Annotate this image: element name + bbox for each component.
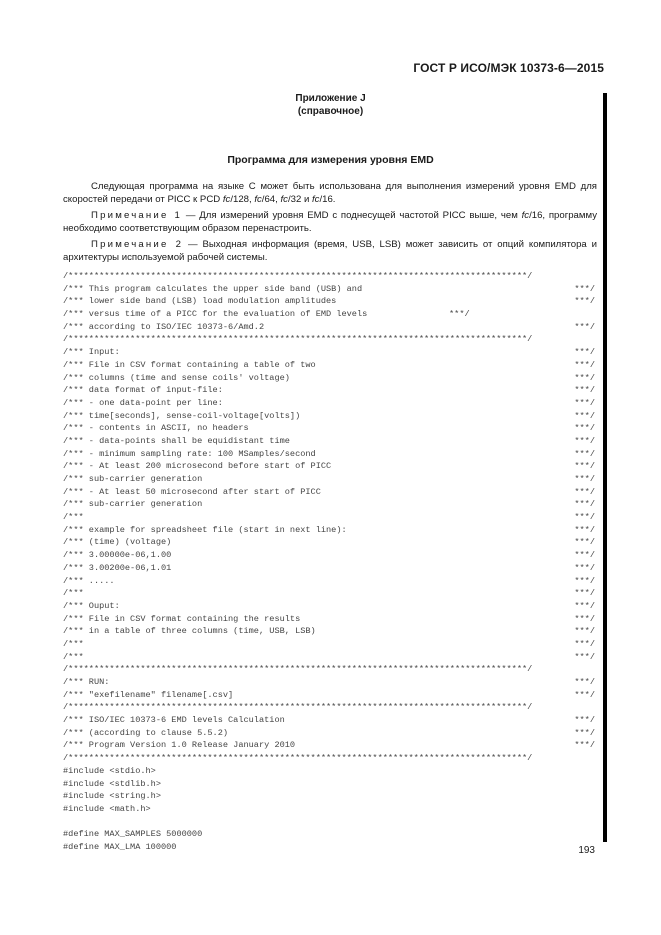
code-line: /*** - one data-point per line: ***/ (63, 397, 595, 408)
code-line: /*** Input: ***/ (63, 347, 595, 358)
code-line: /*** ISO/IEC 10373-6 EMD levels Calculation ***/ (63, 715, 595, 726)
code-line: /*** columns (time and sense coils' voltage) ***/ (63, 372, 595, 383)
standard-header: ГОСТ Р ИСО/МЭК 10373-6—2015 (413, 61, 604, 75)
code-line: /*** Ouput: ***/ (63, 600, 595, 611)
appendix-type: (справочное) (297, 106, 364, 117)
code-line: /*****************************************************************************************/ (63, 271, 533, 281)
appendix-label: Приложение J (295, 93, 366, 104)
section-title: Программа для измерения уровня EMD (227, 154, 434, 166)
code-line: #define MAX_SAMPLES 5000000 (63, 829, 203, 840)
code-line: #define MAX_LMA 100000 (63, 841, 177, 852)
code-line: #include <stdlib.h> (63, 778, 161, 789)
code-line: #include <math.h> (63, 803, 151, 814)
code-line: /*** ***/ (63, 638, 595, 649)
code-line: /*****************************************************************************************/ (63, 702, 533, 713)
code-line: /*** 3.00200e-06,1.01 ***/ (63, 562, 595, 573)
code-line: /*** This program calculates the upper side band (USB) and ***/ (63, 283, 595, 294)
code-line: /*** ***/ (63, 512, 595, 523)
code-line: /*****************************************************************************************/ (63, 753, 533, 764)
code-line: #include <string.h> (63, 791, 161, 802)
code-line: /*** - contents in ASCII, no headers ***/ (63, 423, 595, 434)
code-line: /*** File in CSV format containing a table of two ***/ (63, 359, 595, 370)
intro-paragraph: Следующая программа на языке C может быть использована для выполнения измерений уровня EMD для скоростей передачи от PICC к PCD fc/128, fc/64, fc/32 и fc/16. (63, 181, 597, 205)
code-line: /*** 3.00000e-06,1.00 ***/ (63, 550, 595, 561)
code-line: /*** data format of input-file: ***/ (63, 385, 595, 396)
code-line: /*** time[seconds], sense-coil-voltage[volts]) ***/ (63, 410, 595, 421)
code-line: /*** "exefilename" filename[.csv] ***/ (63, 689, 595, 700)
note-2: Примечание 2 — Выходная информация (время, USB, LSB) может зависить от опций компилятора и архитектуры используемой рабочей системы. (63, 239, 597, 263)
code-line: /*****************************************************************************************/ (63, 664, 533, 675)
code-line: /*** sub-carrier generation ***/ (63, 499, 595, 510)
code-line: /*** ..... ***/ (63, 575, 595, 586)
code-line: /*** according to ISO/IEC 10373-6/Amd.2 ***/ (63, 321, 595, 332)
note-1: Примечание 1 — Для измерений уровня EMD с поднесущей частотой PICC выше, чем fc/16, программу необходимо соответствующим образом перенастроить. (63, 210, 597, 234)
page-number: 193 (578, 845, 595, 856)
code-line: /*** File in CSV format containing the results ***/ (63, 613, 595, 624)
code-listing (63, 270, 603, 854)
code-line: /*** - At least 200 microsecond before start of PICC ***/ (63, 461, 595, 472)
code-line: #include <stdio.h> (63, 765, 156, 776)
code-line: /*** (according to clause 5.5.2) ***/ (63, 727, 595, 738)
code-line: /*** versus time of a PICC for the evaluation of EMD levels ***/ (63, 309, 470, 320)
code-line: /*** (time) (voltage) ***/ (63, 537, 595, 548)
code-line: /*** sub-carrier generation ***/ (63, 474, 595, 484)
code-line: /*** Program Version 1.0 Release January 2010 ***/ (63, 740, 595, 751)
code-line: /*** ***/ (63, 588, 595, 599)
blank-line (63, 816, 603, 829)
code-line: /*** lower side band (LSB) load modulation amplitudes ***/ (63, 296, 595, 307)
code-line: /*** in a table of three columns (time, USB, LSB) ***/ (63, 626, 595, 637)
code-line: /*** - At least 50 microsecond after start of PICC ***/ (63, 486, 595, 497)
change-bar (603, 93, 607, 842)
code-line: /*** RUN: ***/ (63, 677, 595, 687)
code-line: /*** example for spreadsheet file (start in next line): ***/ (63, 524, 595, 535)
code-line: /*****************************************************************************************/ (63, 334, 533, 345)
code-line: /*** - data-points shall be equidistant time ***/ (63, 435, 595, 446)
code-line: /*** - minimum sampling rate: 100 MSamples/second ***/ (63, 448, 595, 459)
appendix-heading (0, 92, 661, 118)
code-line: /*** ***/ (63, 651, 595, 662)
